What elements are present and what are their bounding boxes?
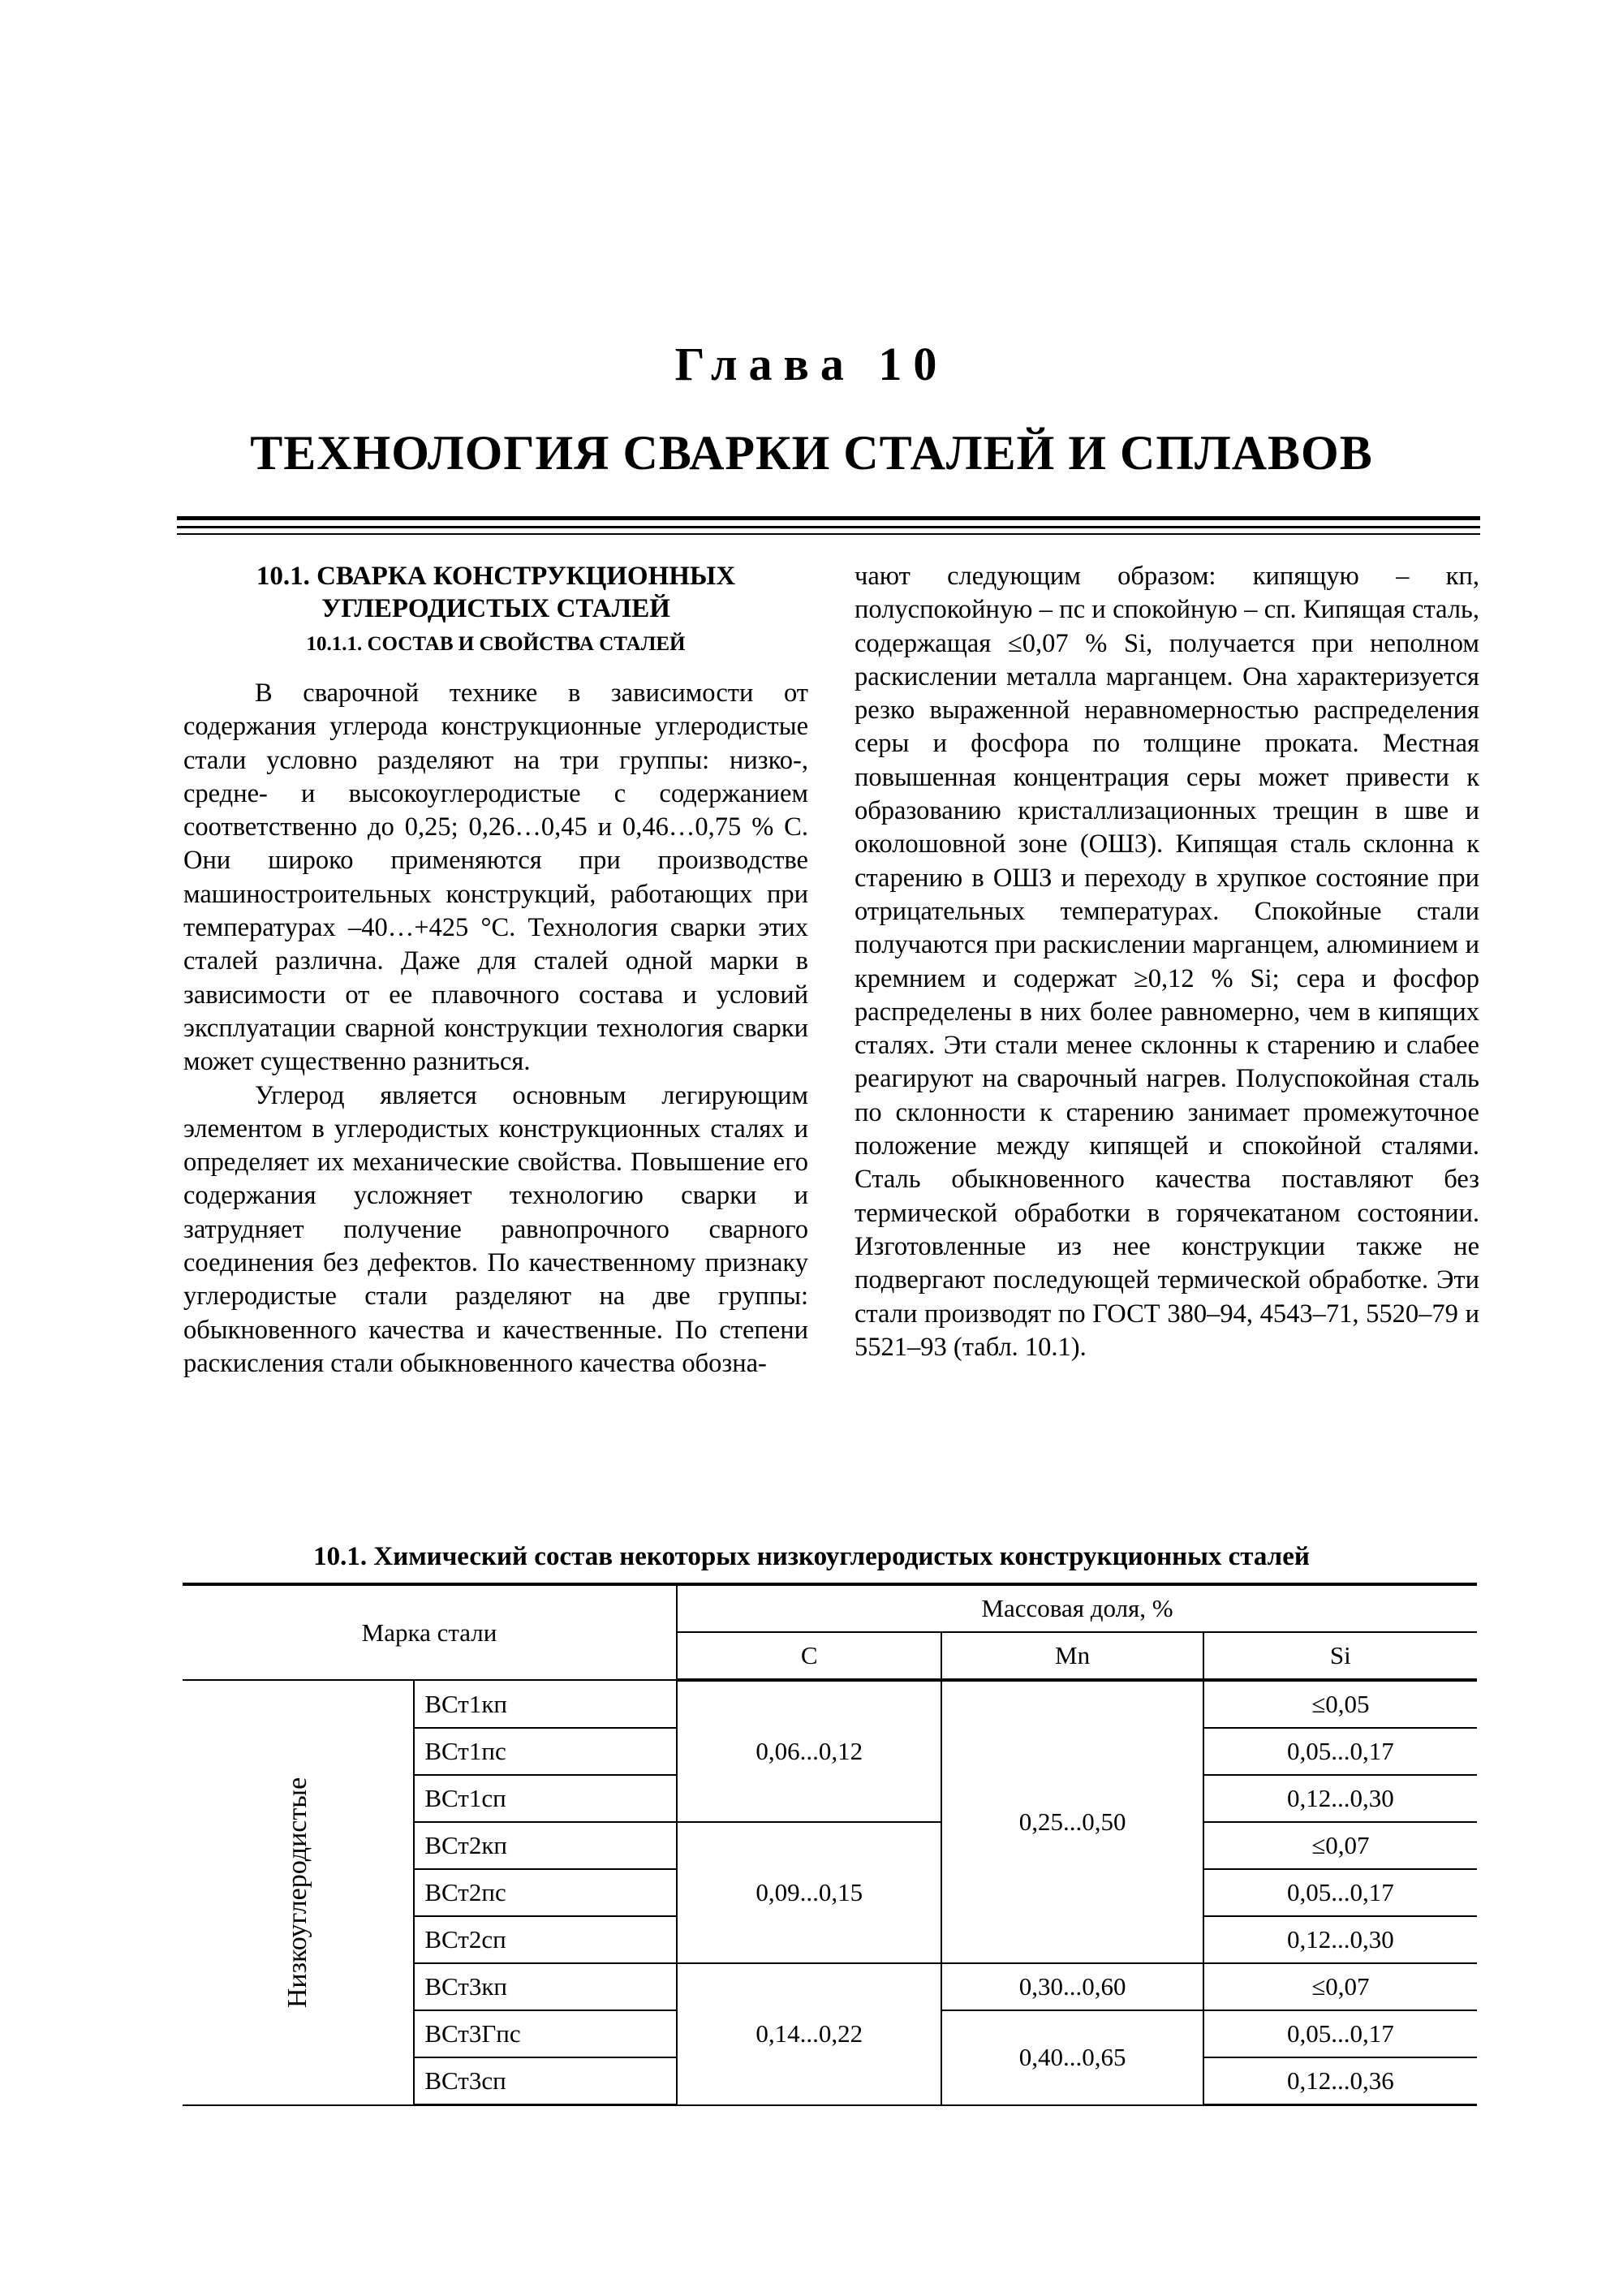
si-cell: ≤0,05 — [1203, 1680, 1477, 1728]
grade-cell: ВСт1кп — [414, 1680, 677, 1728]
si-cell: 0,12...0,30 — [1203, 1916, 1477, 1963]
table-row — [183, 1680, 1477, 1728]
grade-cell: ВСт2сп — [414, 1916, 677, 1963]
grade-cell: ВСт1пс — [414, 1728, 677, 1775]
chapter-label: Глава 10 — [674, 338, 949, 390]
grade-cell: ВСт3кп — [414, 1963, 677, 2010]
chemical-composition-table — [183, 1583, 1477, 2106]
left-column — [183, 560, 808, 1381]
si-cell: 0,12...0,36 — [1203, 2057, 1477, 2105]
section-heading — [183, 560, 808, 625]
section-heading-line2: УГЛЕРОДИСТЫХ СТАЛЕЙ — [321, 594, 670, 623]
group-cell — [183, 1680, 414, 2105]
header-c: C — [677, 1632, 941, 1680]
si-cell: 0,05...0,17 — [1203, 1869, 1477, 1916]
mn-cell: 0,25...0,50 — [941, 1680, 1203, 1963]
subsection-heading: 10.1.1. СОСТАВ И СВОЙСТВА СТАЛЕЙ — [306, 633, 686, 655]
paragraph-3: чают следующим образом: кипящую – кп, полуспокойную – пс и спокойную – сп. Кипящая сталь, содержащая ≤0,07 % Si, получается при неполном раскислении металла марганцем. Она характеризуется резко выраженной неравномерностью распределения серы и фосфора по толщине проката. Местная повышенная концентрация серы может привести к образованию кристаллизационных трещин в шве и околошовной зоне (ОШЗ). Кипящая сталь склонна к старению в ОШЗ и переходу в хрупкое состояние при отрицательных температурах. Спокойные стали получаются при раскислении марганцем, алюминием и кремнием и содержат ≥0,12 % Si; сера и фосфор распределены в них более равномерно, чем в кипящих сталях. Эти стали менее склонны к старению и слабее реагируют на сварочный нагрев. Полуспокойная сталь по склонности к старению занимает промежуточное положение между кипящей и спокойной сталями. Сталь обыкновенного качества поставляют без термической обработки в горячекатаном состоянии. Изготовленные из нее конструкции также не подвергают последующей термической обработке. Эти стали производят по ГОСТ 380–94, 4543–71, 5520–79 и 5521–93 (табл. 10.1). — [855, 562, 1479, 1362]
mn-cell: 0,30...0,60 — [941, 1963, 1203, 2010]
title-rule-middle — [177, 526, 1480, 528]
si-cell: ≤0,07 — [1203, 1963, 1477, 2010]
group-label: Низкоуглеродистые — [282, 1777, 313, 2008]
paragraph-1: В сварочной технике в зависимости от содержания углерода конструкционные углеродистые стали условно разделяют на три группы: низко-, средне- и высокоуглеродистые с содержанием соответственно до 0,25; 0,26…0,45 и 0,46…0,75 % С. Они широко применяются при производстве машиностроительных конструкций, работающих при температурах –40…+425 °С. Технология сварки этих сталей различна. Даже для сталей одной марки в зависимости от ее плавочного состава и условий эксплуатации сварной конструкции технология сварки может существенно разниться. — [183, 678, 808, 1077]
header-mn: Mn — [941, 1632, 1203, 1680]
si-cell: 0,05...0,17 — [1203, 2010, 1477, 2057]
mn-cell: 0,40...0,65 — [941, 2010, 1203, 2105]
grade-cell: ВСт1сп — [414, 1775, 677, 1822]
header-mass-fraction: Массовая доля, % — [677, 1584, 1477, 1632]
title-rule-thin — [177, 533, 1480, 535]
right-column — [855, 560, 1479, 1364]
header-si: Si — [1203, 1632, 1477, 1680]
header-grade: Марка стали — [183, 1584, 677, 1680]
si-cell: 0,12...0,30 — [1203, 1775, 1477, 1822]
grade-cell: ВСт3сп — [414, 2057, 677, 2105]
c-cell: 0,06...0,12 — [677, 1680, 941, 1822]
grade-cell: ВСт2кп — [414, 1822, 677, 1869]
table-caption: 10.1. Химический состав некоторых низкоуглеродистых конструкционных сталей — [313, 1542, 1310, 1571]
grade-cell: ВСт2пс — [414, 1869, 677, 1916]
section-heading-line1: 10.1. СВАРКА КОНСТРУКЦИОННЫХ — [256, 562, 736, 591]
c-cell: 0,09...0,15 — [677, 1822, 941, 1963]
title-rule-thick — [177, 516, 1480, 520]
paragraph-2: Углерод является основным легирующим элементом в углеродистых конструкционных сталях и определяет их механические свойства. Повышение его содержания усложняет технологию сварки и затрудняет получение равнопрочного сварного соединения без дефектов. По качественному признаку углеродистые стали разделяют на две группы: обыкновенного качества и качественные. По степени раскисления стали обыкновенного качества обозна- — [183, 1080, 808, 1378]
si-cell: 0,05...0,17 — [1203, 1728, 1477, 1775]
chapter-title: ТЕХНОЛОГИЯ СВАРКИ СТАЛЕЙ И СПЛАВОВ — [250, 426, 1373, 480]
c-cell: 0,14...0,22 — [677, 1963, 941, 2105]
grade-cell: ВСт3Гпс — [414, 2010, 677, 2057]
si-cell: ≤0,07 — [1203, 1822, 1477, 1869]
